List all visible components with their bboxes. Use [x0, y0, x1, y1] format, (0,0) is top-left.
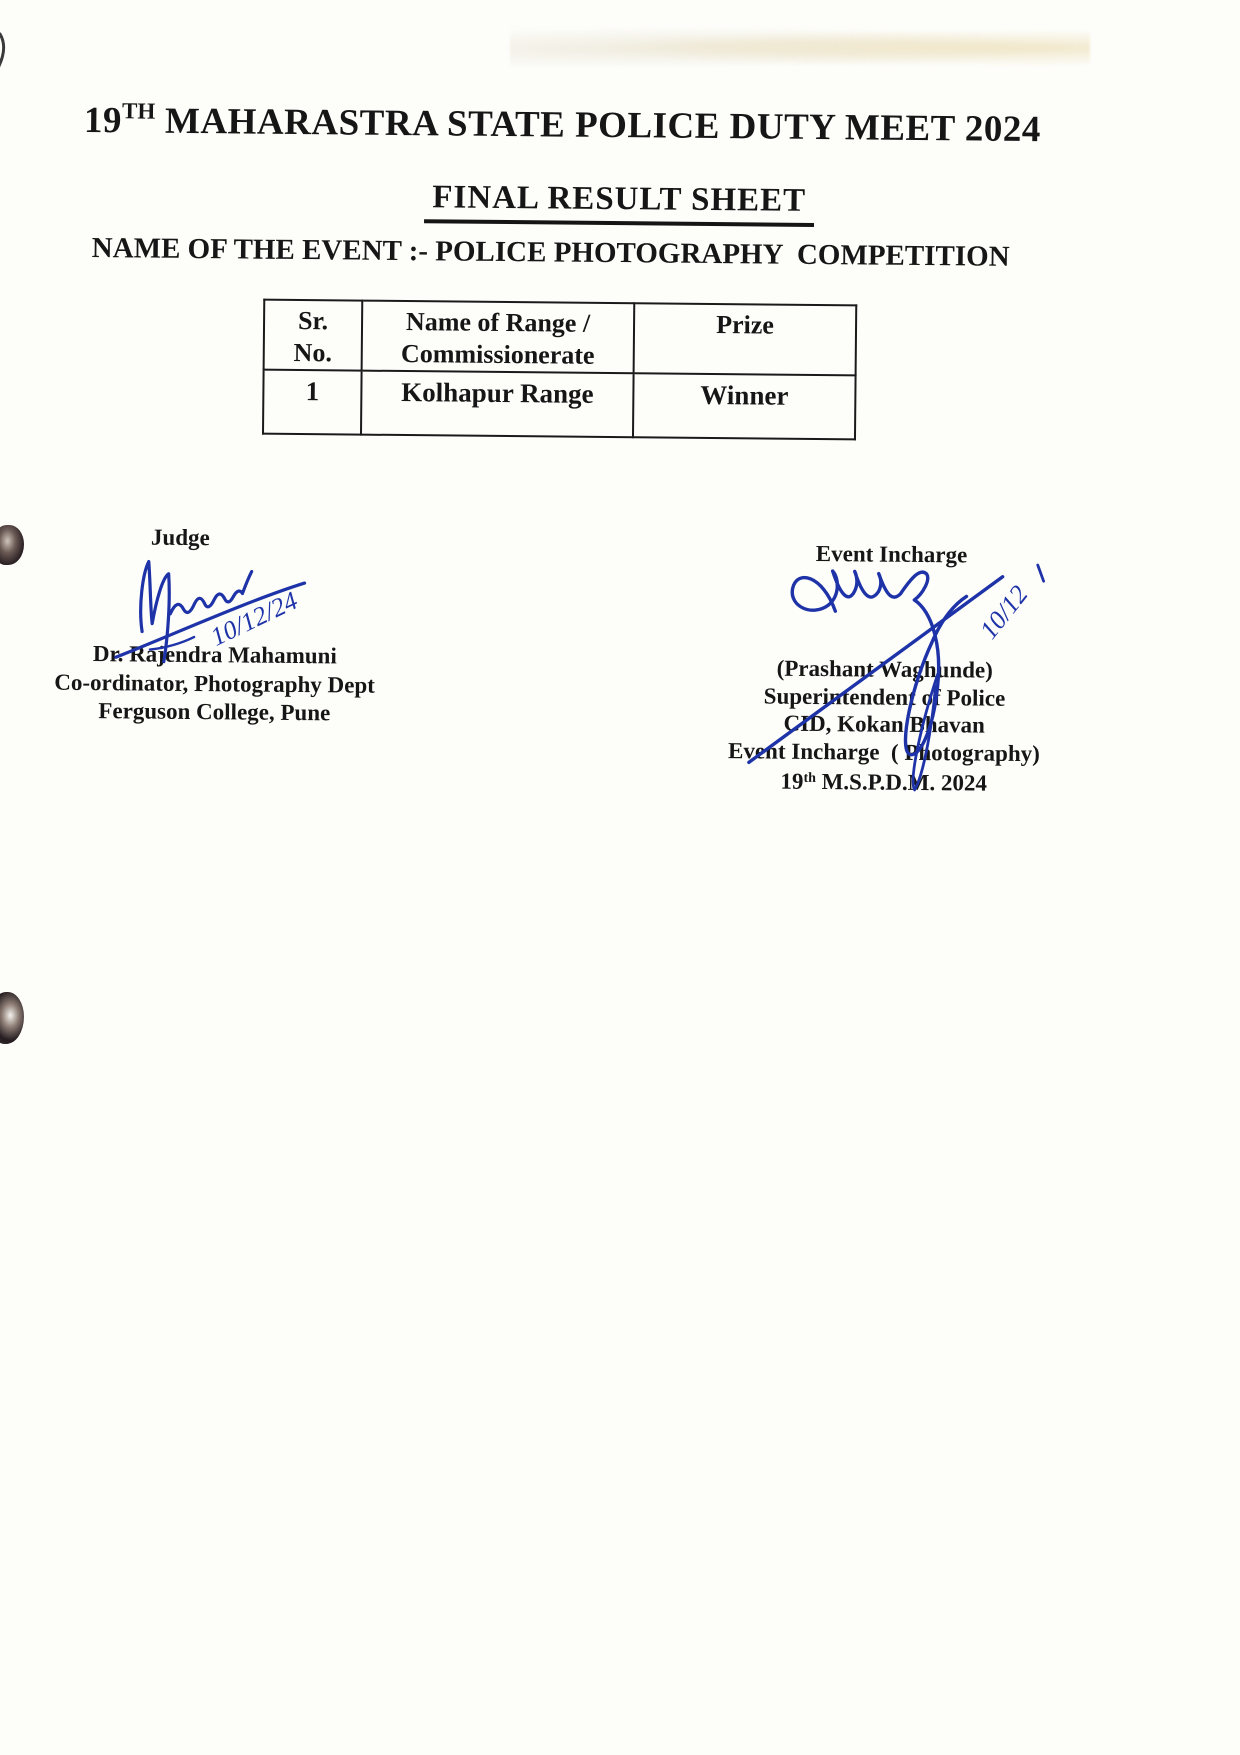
table-row: [263, 370, 856, 440]
event-name-line: NAME OF THE EVENT :- POLICE PHOTOGRAPHY COMPETITION: [91, 232, 1010, 273]
title-row: [0, 97, 1125, 152]
event-incharge-meet: 19th M.S.P.D.M. 2024: [780, 768, 988, 796]
judge-heading: Judge: [150, 524, 210, 551]
judge-details: [19, 639, 410, 728]
event-incharge-organization: CID, Kokan Bhavan: [783, 710, 986, 738]
event-incharge-name: (Prashant Waghunde): [776, 655, 993, 683]
judge-sig-scrawl: [170, 571, 251, 615]
judge-designation: Co-ordinator, Photography Dept: [54, 669, 375, 698]
page-subtitle: FINAL RESULT SHEET: [424, 179, 814, 227]
event-incharge-signature-date: 10/12: [974, 580, 1034, 645]
incharge-sig-tick: [1038, 565, 1044, 581]
cell-sr-no: 1: [263, 370, 362, 435]
title-ordinal: TH: [122, 98, 156, 124]
cell-range-name: Kolhapur Range: [361, 371, 634, 438]
title-text: MAHARASTRA STATE POLICE DUTY MEET 2024: [155, 100, 1042, 151]
incharge-sig-loop: [792, 571, 837, 611]
judge-name: Dr. Rajendra Mahamuni: [92, 641, 337, 669]
event-incharge-details: [694, 654, 1075, 798]
scan-smudge: [510, 26, 1090, 66]
title-number: 19: [83, 99, 123, 142]
table-header-row: [264, 300, 857, 376]
header-prize: Prize: [634, 303, 857, 375]
incharge-sig-scrawl: [832, 571, 927, 600]
header-range-name: Name of Range / Commissionerate: [362, 301, 635, 374]
page-title: [84, 100, 1041, 150]
event-incharge-heading: Event Incharge: [815, 540, 968, 568]
event-incharge-designation: Superintendent of Police: [763, 682, 1006, 711]
corner-pen-mark: [0, 30, 22, 72]
cell-prize: Winner: [633, 373, 856, 439]
result-table: [262, 299, 857, 441]
subtitle-row: [0, 175, 1239, 231]
judge-signature-date: 10/12/24: [206, 585, 303, 652]
event-incharge-role: Event Incharge ( Photography): [727, 737, 1040, 766]
header-sr-no: Sr. No.: [264, 300, 363, 371]
judge-organization: Ferguson College, Pune: [98, 698, 331, 726]
